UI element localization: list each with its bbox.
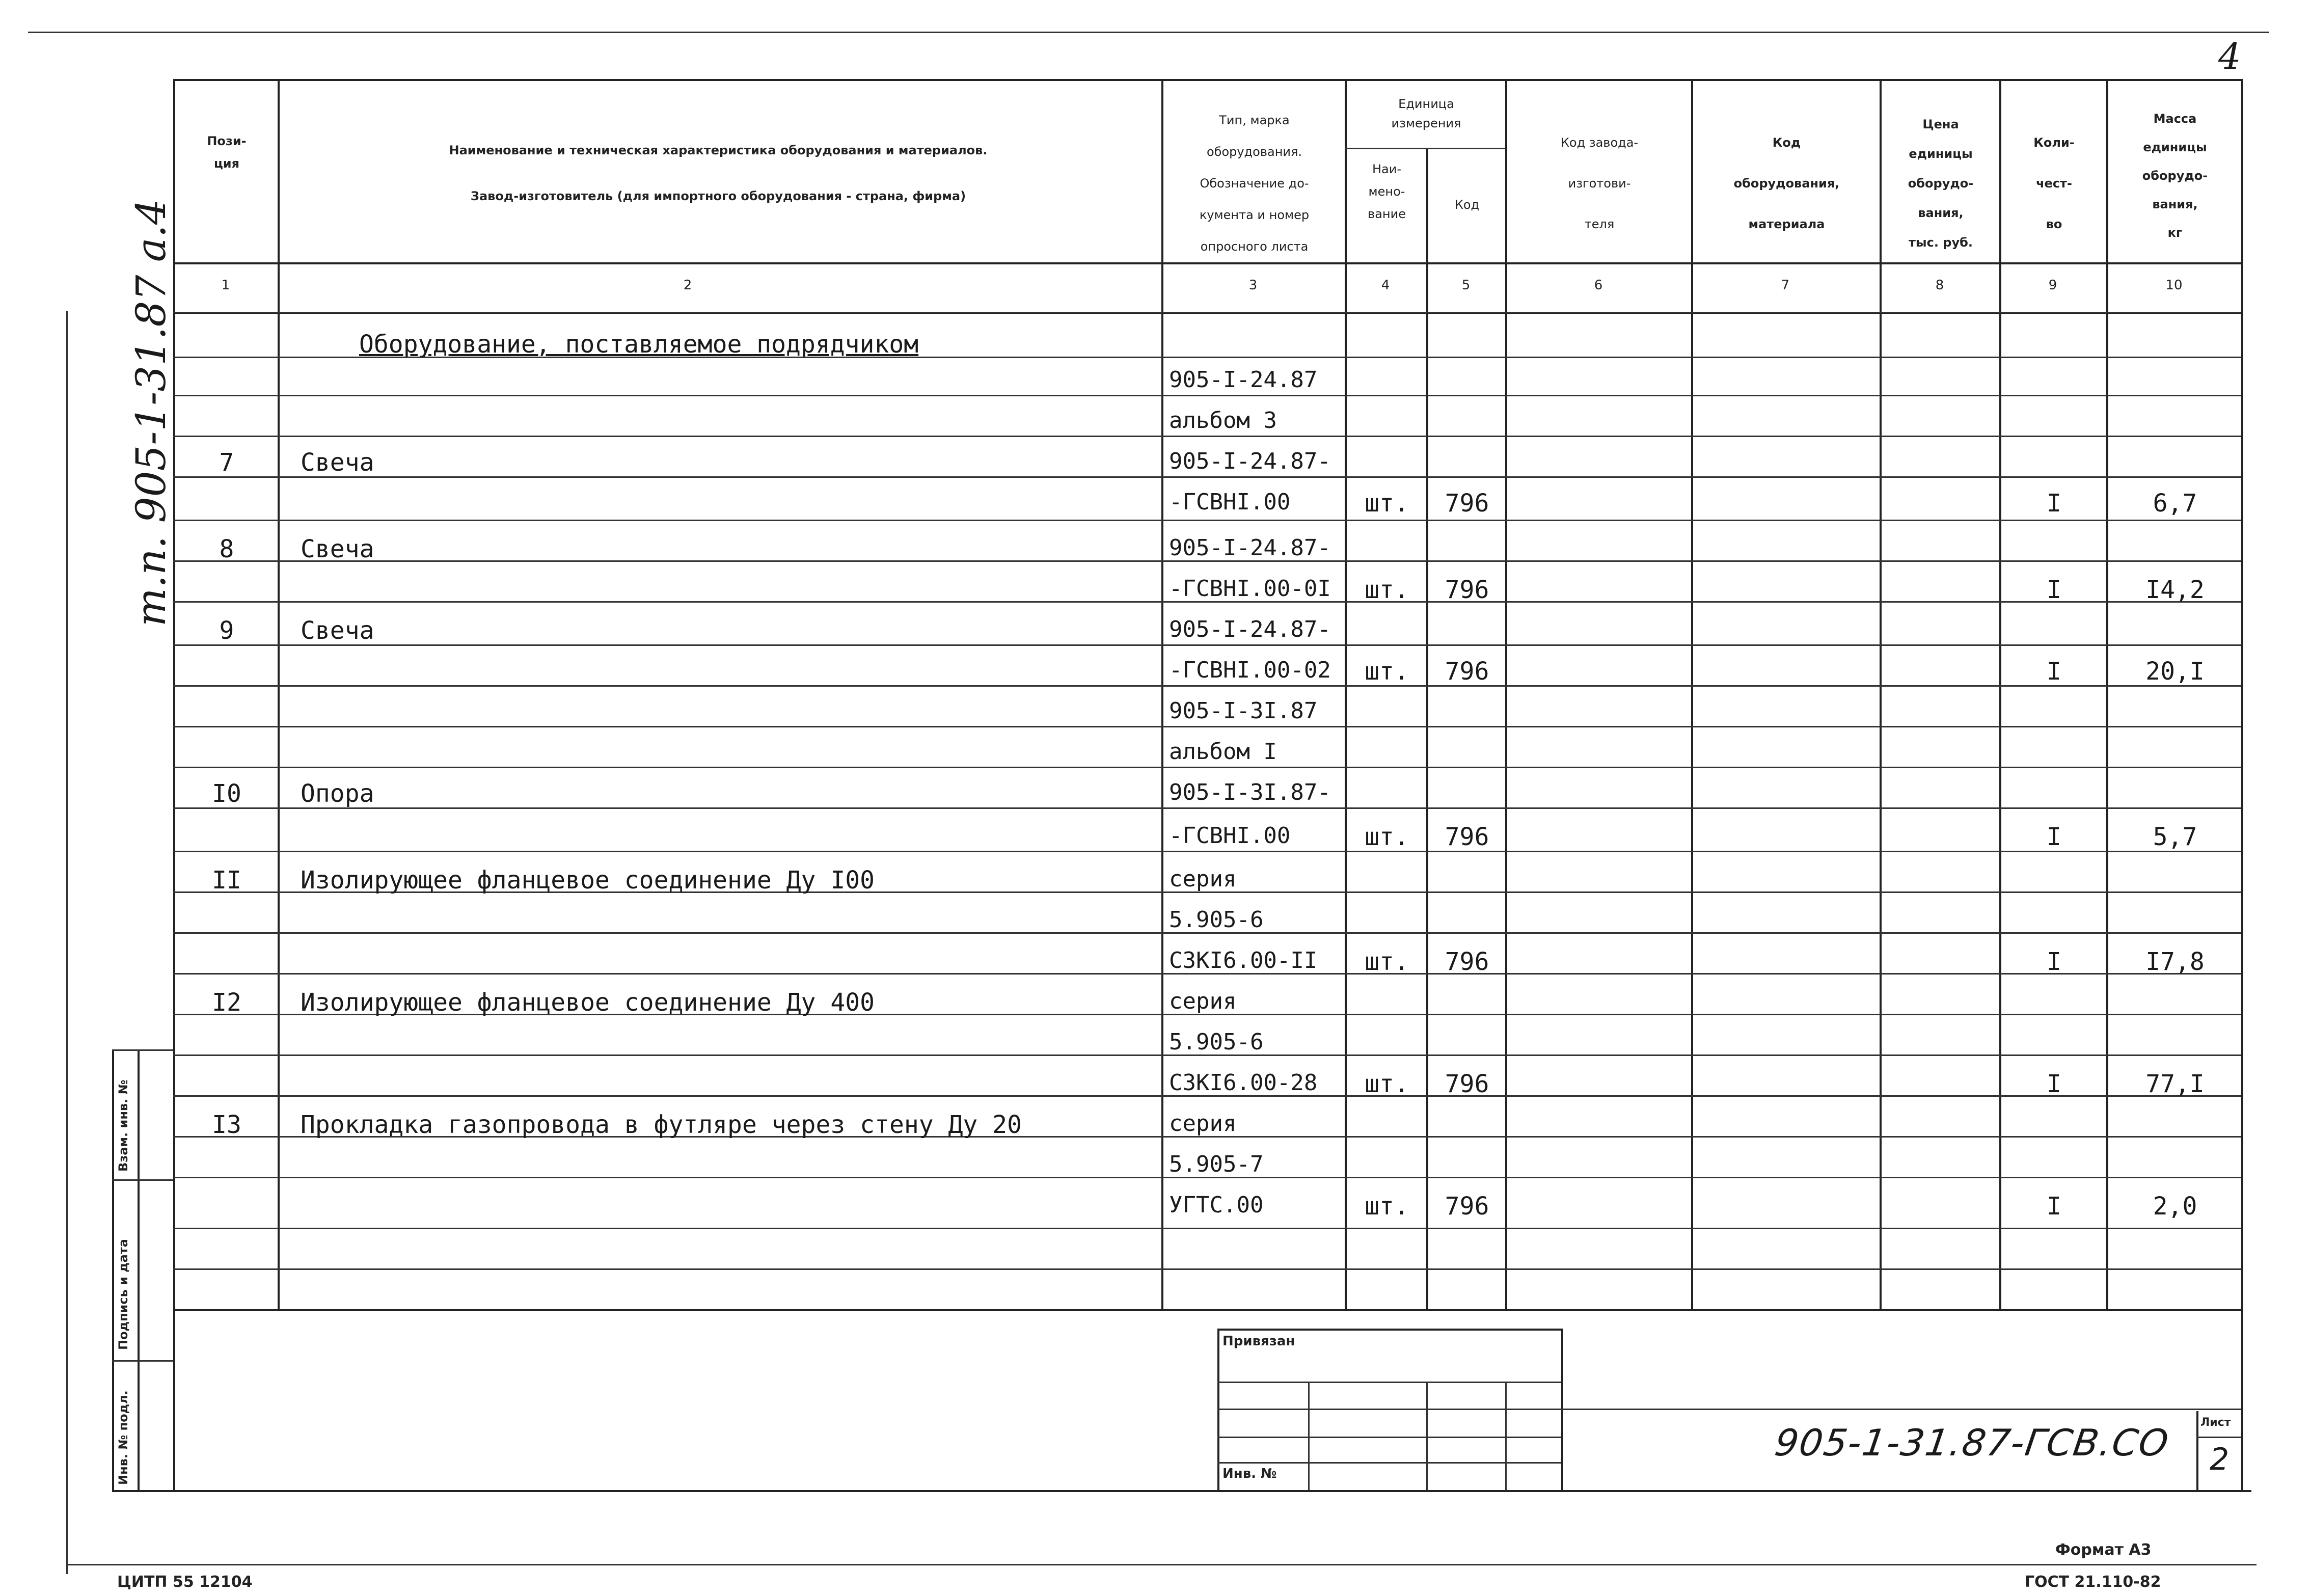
- stamp-inv-label: Инв. №: [1222, 1466, 1277, 1481]
- colnum-2: 2: [683, 278, 692, 293]
- side-strip-mid: [138, 1049, 140, 1490]
- row-unit: шт.: [1365, 1070, 1409, 1098]
- row-line: [173, 685, 2241, 687]
- stamp-col1: [1308, 1382, 1310, 1490]
- row-doc-designation: серия: [1169, 988, 1237, 1014]
- col-line-4: [1426, 148, 1428, 1309]
- col-line-5: [1505, 79, 1507, 1309]
- row-line: [173, 1228, 2241, 1229]
- row-unit: шт.: [1365, 657, 1409, 686]
- row-position: 9: [219, 616, 234, 645]
- header-col7: Код оборудования, материала: [1733, 136, 1840, 231]
- header-col10: Масса единицы оборудо- вания, кг: [2142, 112, 2208, 240]
- row-position: II: [212, 866, 241, 895]
- row-doc-designation: 5.905-6: [1169, 907, 1264, 933]
- stamp-col2: [1426, 1382, 1428, 1490]
- header-col1: Пози- ция: [207, 134, 247, 171]
- row-line: [173, 520, 2241, 521]
- row-mass: 20,I: [2145, 657, 2205, 686]
- row-unit: шт.: [1365, 823, 1409, 851]
- row-unit: шт.: [1365, 576, 1409, 604]
- row-name: Свеча: [301, 616, 374, 645]
- row-doc-designation: 905-I-3I.87-: [1169, 779, 1331, 805]
- row-quantity: I: [2047, 1192, 2061, 1221]
- header-bottom: [173, 262, 2241, 264]
- table-bottom: [173, 1309, 2241, 1311]
- stamp-row1: [1217, 1382, 1561, 1383]
- bottom-margin-line: [66, 1564, 2256, 1565]
- header-col9: Коли- чест- во: [2033, 136, 2075, 231]
- row-quantity: I: [2047, 948, 2061, 976]
- row-doc-designation: -ГСВНI.00-02: [1169, 657, 1331, 683]
- stamp-code-line: [1561, 1409, 2241, 1410]
- col-line-7: [1880, 79, 1882, 1309]
- sheet-box-div: [2196, 1437, 2241, 1438]
- row-unit-code: 796: [1445, 1070, 1489, 1098]
- stamp-row2: [1217, 1409, 1561, 1410]
- header-col4: Наи- мено- вание: [1368, 162, 1406, 221]
- row-doc-designation: альбом I: [1169, 739, 1277, 765]
- header-col5: Код: [1454, 198, 1480, 212]
- header-col2: Наименование и техническая характеристика оборудования и материалов. Завод-изготовитель (для импортного оборудования - страна, фирма): [449, 143, 988, 203]
- header-col6: Код завода- изготови- теля: [1560, 136, 1639, 231]
- colnum-1: 1: [221, 278, 230, 293]
- colnum-3: 3: [1248, 278, 1258, 293]
- row-line: [173, 357, 2241, 358]
- row-doc-designation: 905-I-24.87-: [1169, 448, 1331, 474]
- header-unit-group: Единица измерения: [1391, 97, 1461, 130]
- col-line-9: [2106, 79, 2108, 1309]
- colnum-8: 8: [1935, 278, 1944, 293]
- footer-gost: ГОСТ 21.110-82: [2025, 1573, 2161, 1591]
- row-line: [173, 726, 2241, 727]
- side-strip-outer: [112, 1049, 114, 1490]
- row-position: 8: [219, 535, 234, 563]
- row-quantity: I: [2047, 657, 2061, 686]
- header-col3: Тип, марка оборудования. Обозначение до- кумента и номер опросного листа: [1199, 113, 1310, 254]
- col-line-8: [1999, 79, 2001, 1309]
- stamp-top: [1217, 1329, 1561, 1331]
- row-position: 7: [219, 448, 234, 477]
- row-mass: 5,7: [2153, 823, 2197, 851]
- row-doc-designation: 905-I-24.87: [1169, 367, 1318, 393]
- row-position: I0: [212, 779, 241, 808]
- row-doc-designation: серия: [1169, 1111, 1237, 1137]
- row-unit-code: 796: [1445, 489, 1489, 518]
- top-rule: [28, 32, 2269, 33]
- row-doc-designation: -ГСВНI.00: [1169, 823, 1291, 849]
- row-name: Прокладка газопровода в футляре через стену Ду 20: [301, 1111, 1022, 1139]
- row-doc-designation: 905-I-24.87-: [1169, 535, 1331, 561]
- row-line: [173, 312, 2241, 313]
- row-name: Изолирующее фланцевое соединение Ду I00: [301, 866, 875, 895]
- side-label-signature: Подпись и дата: [116, 1239, 130, 1350]
- sheet-box-left: [2196, 1411, 2198, 1490]
- stamp-row4: [1217, 1462, 1561, 1464]
- page-number: 4: [2218, 36, 2241, 77]
- side-strip-div1: [112, 1179, 173, 1181]
- row-unit-code: 796: [1445, 823, 1489, 851]
- row-doc-designation: СЗКI6.00-28: [1169, 1070, 1318, 1096]
- sheet-label: Лист: [2200, 1416, 2231, 1429]
- row-position: I3: [212, 1111, 241, 1139]
- row-line: [173, 767, 2241, 768]
- row-unit-code: 796: [1445, 948, 1489, 976]
- row-position: I2: [212, 988, 241, 1017]
- row-line: [173, 851, 2241, 852]
- row-line: [173, 395, 2241, 396]
- col-line-6: [1691, 79, 1693, 1309]
- footer-left: ЦИТП 55 12104: [117, 1573, 253, 1591]
- stamp-row3: [1217, 1437, 1561, 1438]
- row-mass: 77,I: [2145, 1070, 2205, 1098]
- stamp-col3: [1505, 1382, 1507, 1490]
- row-unit: шт.: [1365, 489, 1409, 518]
- col-line-1: [278, 79, 280, 1309]
- row-doc-designation: УГТС.00: [1169, 1192, 1264, 1218]
- row-unit-code: 796: [1445, 657, 1489, 686]
- sheet-number: 2: [2210, 1442, 2230, 1477]
- row-unit: шт.: [1365, 1192, 1409, 1221]
- row-doc-designation: -ГСВНI.00: [1169, 489, 1291, 515]
- row-unit-code: 796: [1445, 576, 1489, 604]
- col-line-10: [2241, 79, 2243, 1490]
- row-mass: I7,8: [2145, 948, 2205, 976]
- row-line: [173, 1268, 2241, 1270]
- side-label-replace: Взам. инв. №: [116, 1079, 130, 1172]
- colnum-6: 6: [1594, 278, 1603, 293]
- section-title: Оборудование, поставляемое подрядчиком: [359, 330, 919, 359]
- row-doc-designation: -ГСВНI.00-0I: [1169, 576, 1331, 602]
- colnum-5: 5: [1461, 278, 1471, 293]
- row-line: [173, 644, 2241, 646]
- row-quantity: I: [2047, 1070, 2061, 1098]
- row-doc-designation: 905-I-24.87-: [1169, 616, 1331, 642]
- row-line: [173, 436, 2241, 437]
- row-quantity: I: [2047, 576, 2061, 604]
- col-line-2: [1161, 79, 1163, 1309]
- left-margin-line: [66, 311, 68, 1574]
- col-line-0: [173, 79, 175, 1490]
- row-doc-designation: 5.905-6: [1169, 1029, 1264, 1055]
- side-strip-top: [112, 1049, 173, 1051]
- row-name: Свеча: [301, 535, 374, 563]
- row-name: Свеча: [301, 448, 374, 477]
- row-quantity: I: [2047, 489, 2061, 518]
- stamp-bound-label: Привязан: [1222, 1334, 1295, 1349]
- frame-bottom: [112, 1490, 2251, 1492]
- side-label-inventory: Инв. № подл.: [116, 1390, 130, 1485]
- row-doc-designation: СЗКI6.00-II: [1169, 948, 1318, 973]
- row-doc-designation: серия: [1169, 866, 1237, 892]
- row-line: [173, 807, 2241, 809]
- row-line: [173, 476, 2241, 478]
- footer-format: Формат А3: [2055, 1541, 2152, 1559]
- vertical-code: т.п. 905-1-31.87 а.4: [127, 199, 175, 627]
- frame-top: [173, 79, 2241, 81]
- row-unit: шт.: [1365, 948, 1409, 976]
- row-mass: I4,2: [2145, 576, 2205, 604]
- row-name: Изолирующее фланцевое соединение Ду 400: [301, 988, 875, 1017]
- doc-code: 905-1-31.87-ГСВ.СО: [1772, 1421, 2172, 1464]
- unit-group-divider: [1345, 148, 1505, 149]
- colnum-4: 4: [1381, 278, 1390, 293]
- row-unit-code: 796: [1445, 1192, 1489, 1221]
- colnum-10: 10: [2165, 278, 2183, 293]
- side-strip-div2: [112, 1360, 173, 1362]
- row-doc-designation: альбом 3: [1169, 408, 1277, 434]
- colnum-7: 7: [1781, 278, 1790, 293]
- header-col8: Цена единицы оборудо- вания, тыс. руб.: [1908, 117, 1974, 250]
- row-name: Опора: [301, 779, 374, 808]
- row-mass: 2,0: [2153, 1192, 2197, 1221]
- colnum-9: 9: [2048, 278, 2057, 293]
- row-quantity: I: [2047, 823, 2061, 851]
- row-doc-designation: 905-I-3I.87: [1169, 698, 1318, 724]
- row-doc-designation: 5.905-7: [1169, 1151, 1264, 1177]
- row-mass: 6,7: [2153, 489, 2197, 518]
- col-line-3: [1345, 79, 1347, 1309]
